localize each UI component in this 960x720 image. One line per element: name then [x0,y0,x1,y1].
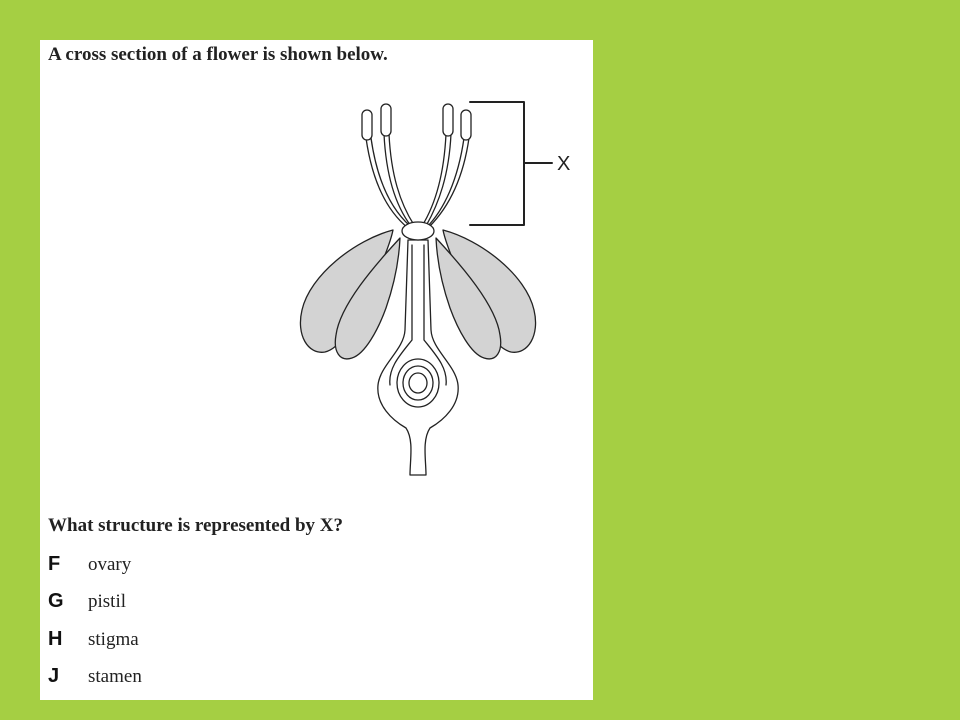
anther-3 [443,104,453,136]
choice-letter: H [48,628,63,650]
filament-3 [422,134,446,226]
receptacle [402,222,434,240]
choice-letter: J [48,665,60,687]
x-bracket [470,102,552,225]
filament-1 [366,138,408,228]
choice-letter: G [48,590,64,612]
question-intro: A cross section of a flower is shown below. [48,44,388,65]
anther-4 [461,110,471,140]
bracket-label-x: X [557,153,571,175]
choice-text: stamen [88,666,142,687]
choice-text: pistil [88,591,127,612]
anther-1 [362,110,372,140]
choice-letter: F [48,553,61,575]
question-card [40,40,593,700]
choice-text: stigma [88,629,139,650]
question-prompt: What structure is represented by X? [48,515,344,536]
anther-2 [381,104,391,136]
flower-diagram [40,40,593,510]
choice-text: ovary [88,554,132,575]
